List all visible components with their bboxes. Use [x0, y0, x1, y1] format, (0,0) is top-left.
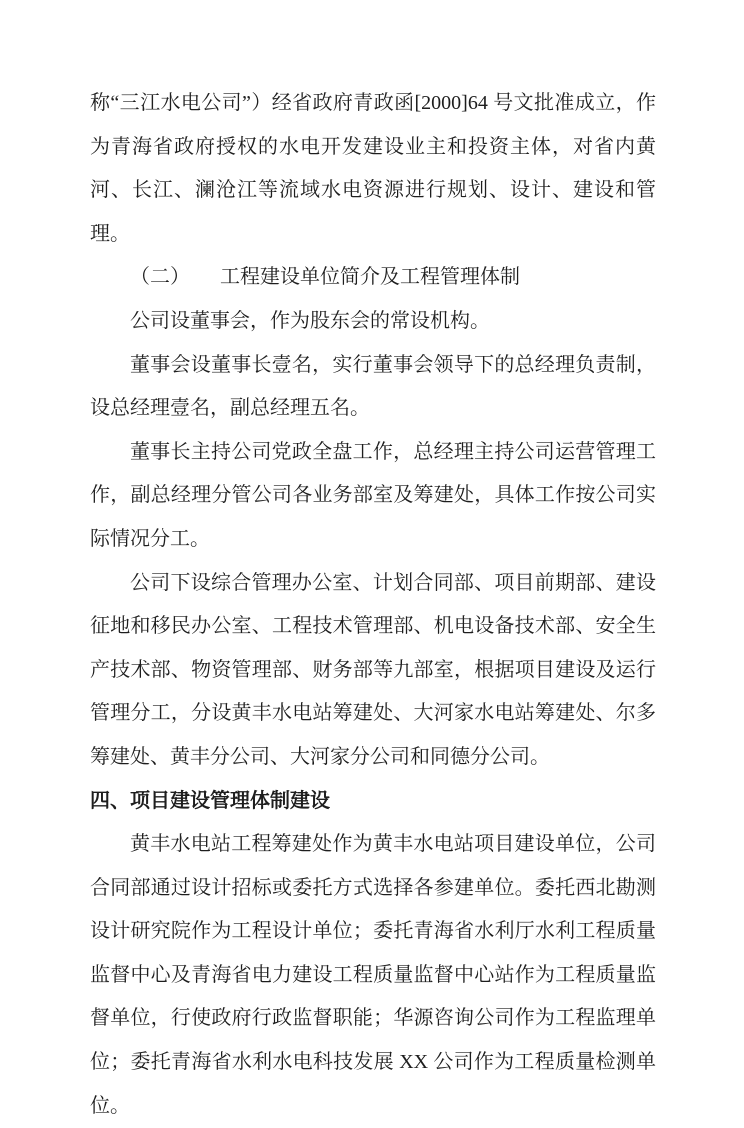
paragraph-management-division-of-work: 董事长主持公司党政全盘工作，总经理主持公司运营管理工作，副总经理分管公司各业务部室及筹建处，具体工作按公司实际情况分工。	[90, 440, 656, 550]
paragraph-departments-list: 公司下设综合管理办公室、计划合同部、项目前期部、建设征地和移民办公室、工程技术管理部、机电设备技术部、安全生产技术部、物资管理部、财务部等九部室，根据项目建设及运行管理分工，分设黄丰水电站筹建处、大河家水电站筹建处、尔多筹建处、黄丰分公司、大河家分公司和同德分公司。	[90, 571, 656, 768]
paragraph-company-approval-continuation: 称“三江水电公司”）经省政府青政函[2000]64 号文批准成立，作为青海省政府授权的水电开发建设业主和投资主体，对省内黄河、长江、澜沧江等流域水电资源进行规划、设计、建设和管理。	[90, 92, 656, 245]
subsection-title-project-construction-unit: （二） 工程建设单位简介及工程管理体制	[130, 266, 520, 289]
paragraph-chairman-general-manager: 董事会设董事长壹名，实行董事会领导下的总经理负责制，设总经理壹名，副总经理五名。	[90, 353, 656, 420]
paragraph-board-of-directors: 公司设董事会，作为股东会的常设机构。	[130, 309, 490, 332]
section-heading-project-management-system: 四、项目建设管理体制建设	[90, 789, 330, 812]
paragraph-participating-units: 黄丰水电站工程筹建处作为黄丰水电站项目建设单位，公司合同部通过设计招标或委托方式选择各参建单位。委托西北勘测设计研究院作为工程设计单位；委托青海省水利厅水利工程质量监督中心及青海省电力建设工程质量监督中心站作为工程质量监督单位，行使政府行政监督职能；华源咨询公司作为工程监理单位；委托青海省水利水电科技发展 XX 公司作为工程质量检测单位。	[90, 833, 656, 1117]
